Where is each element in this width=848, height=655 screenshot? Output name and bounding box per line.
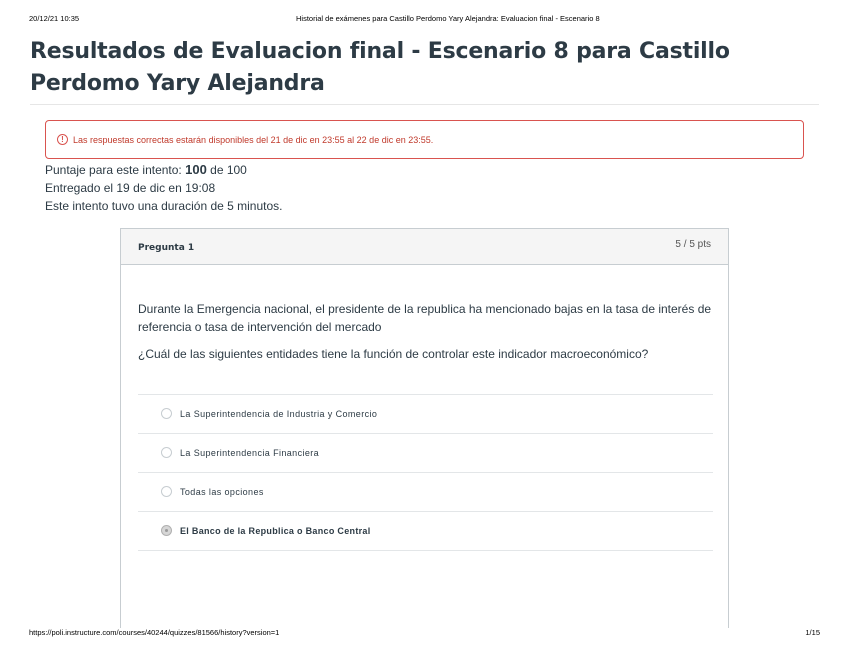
warning-icon: !	[57, 134, 68, 145]
question-statement: Durante la Emergencia nacional, el presidente de la republica ha mencionado bajas en la tasa de interés de referencia o tasa de intervención del mercado	[138, 302, 712, 334]
score-value: 100	[185, 162, 207, 177]
attempt-duration: Este intento tuvo una duración de 5 minutos.	[45, 199, 283, 213]
answer-label: El Banco de la Republica o Banco Central	[180, 526, 371, 536]
answer-label: La Superintendencia Financiera	[180, 448, 320, 458]
answer-label: La Superintendencia de Industria y Comercio	[180, 409, 378, 419]
attempt-summary	[45, 161, 283, 215]
attempt-score: Puntaje para este intento: 100 de 100	[45, 162, 247, 177]
answer-label: Todas las opciones	[180, 487, 264, 497]
print-page-number: 1/15	[805, 628, 820, 637]
question-card	[120, 228, 729, 628]
answer-option[interactable]	[138, 511, 713, 550]
radio-unselected-icon[interactable]	[161, 408, 172, 419]
radio-unselected-icon[interactable]	[161, 447, 172, 458]
page-title: Resultados de Evaluacion final - Escenario 8 para Castillo Perdomo Yary Alejandra	[30, 39, 730, 96]
print-header	[0, 14, 848, 26]
print-footer	[0, 628, 848, 640]
answer-option[interactable]	[138, 433, 713, 472]
question-prompt: ¿Cuál de las siguientes entidades tiene la función de controlar este indicador macroeconómico?	[138, 347, 649, 361]
title-divider	[30, 104, 819, 105]
question-points: 5 / 5 pts	[675, 239, 711, 250]
attempt-submitted: Entregado el 19 de dic en 19:08	[45, 181, 216, 195]
question-name: Pregunta 1	[138, 243, 195, 253]
question-header	[121, 229, 728, 265]
answer-option[interactable]	[138, 472, 713, 511]
print-document-title: Historial de exámenes para Castillo Perdomo Yary Alejandra: Evaluacion final - Escenario 8	[296, 14, 600, 23]
answers-availability-alert	[45, 120, 804, 159]
answer-list	[138, 394, 713, 551]
alert-text: Las respuestas correctas estarán disponibles del 21 de dic en 23:55 al 22 de dic en 23:55.	[73, 134, 434, 145]
radio-selected-icon[interactable]	[161, 525, 172, 536]
question-text	[138, 300, 713, 372]
answer-divider	[138, 550, 713, 551]
answer-option[interactable]	[138, 394, 713, 433]
print-date: 20/12/21 10:35	[29, 14, 80, 23]
print-url: https://poli.instructure.com/courses/40244/quizzes/81566/history?version=1	[29, 628, 280, 637]
radio-unselected-icon[interactable]	[161, 486, 172, 497]
